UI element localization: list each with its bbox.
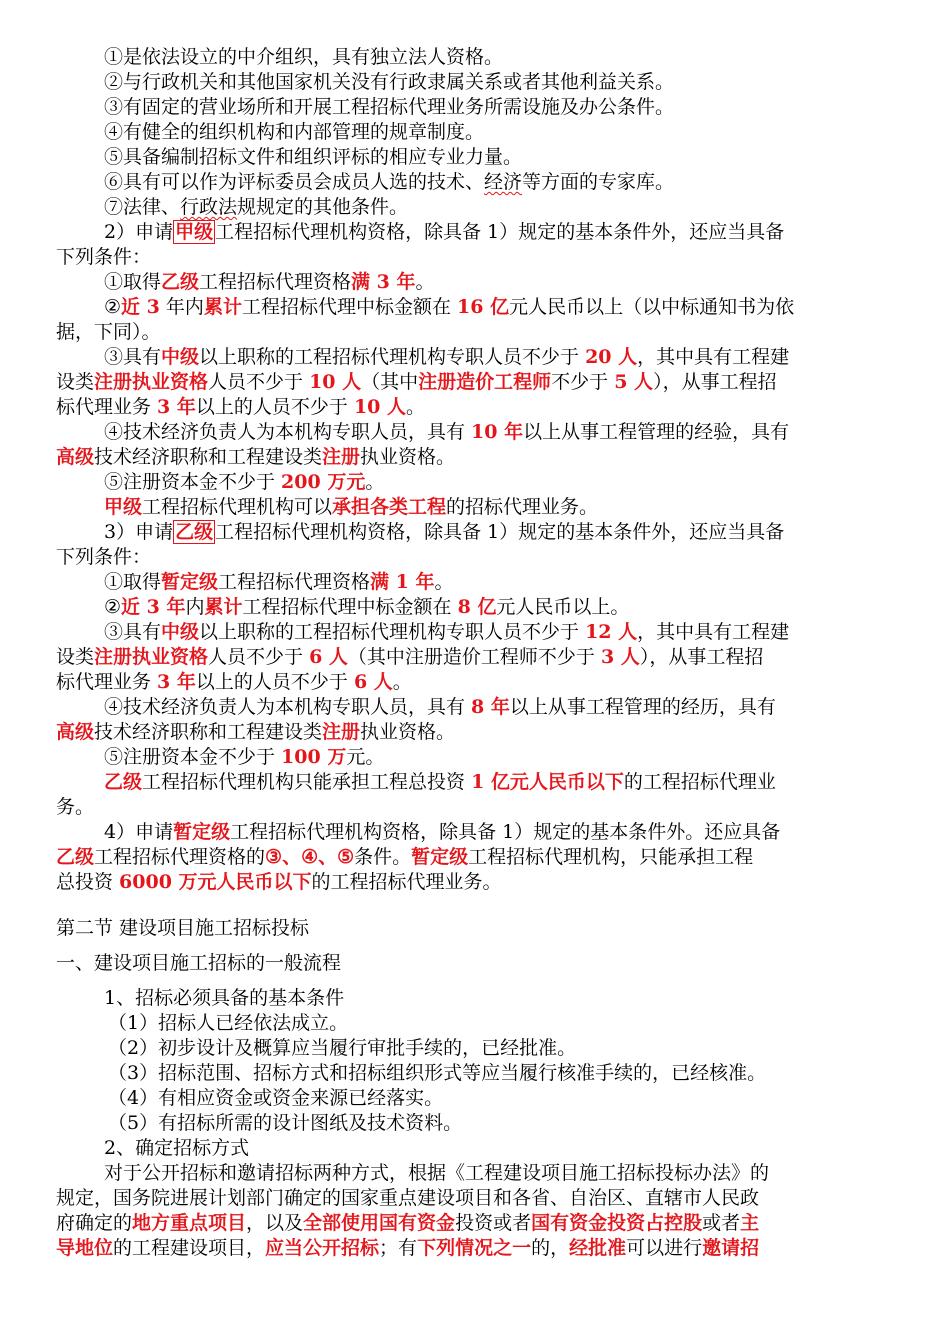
text-segment: 年内 — [159, 296, 204, 318]
text-segment: 以上从事工程管理的经验，具有 — [523, 421, 790, 443]
text-segment: 2、确定招标方式 — [104, 1137, 250, 1159]
highlight-text: 注册执业资格 — [94, 646, 209, 668]
highlight-text: 中级 — [161, 346, 200, 368]
text-segment: 工程招标代理资格 — [218, 571, 371, 593]
text-segment: 规定，国务院进展计划部门确定的国家重点建设项目和各省、自治区、直辖市人民政 — [56, 1187, 760, 1209]
highlight-text: 承担各类工程 — [332, 496, 447, 518]
highlight-text: 8 年 — [471, 696, 510, 718]
highlight-text: 应当公开招标 — [265, 1237, 380, 1259]
text-segment: ② — [104, 296, 122, 318]
highlight-text: 注册执业资格 — [94, 371, 209, 393]
text-segment: 工程招标代理中标金额在 — [241, 296, 457, 318]
text-line — [104, 45, 944, 70]
highlight-text: 10 人 — [353, 396, 406, 418]
text-segment: 工程招标代理中标金额在 — [242, 596, 458, 618]
highlight-text: 全部使用国有资金 — [303, 1212, 456, 1234]
text-segment: ④技术经济负责人为本机构专职人员，具有 — [104, 696, 472, 718]
text-segment: 据，下同）。 — [56, 321, 161, 343]
text-segment: ），从事工程招 — [653, 371, 777, 393]
text-line — [56, 545, 896, 570]
text-segment: ；有 — [379, 1237, 418, 1259]
text-segment: 务。 — [56, 796, 95, 818]
text-line — [104, 420, 944, 445]
text-line — [108, 1111, 948, 1136]
highlight-text: 地方重点项目 — [132, 1212, 247, 1234]
text-segment: 设类 — [56, 646, 95, 668]
highlight-text: 5 人 — [614, 371, 654, 393]
text-line — [56, 320, 896, 345]
highlight-text: 主 — [740, 1212, 760, 1234]
highlight-text: 甲级 — [104, 496, 143, 518]
text-line — [108, 1036, 948, 1061]
text-line — [104, 470, 944, 495]
text-segment: 执业资格。 — [360, 721, 456, 743]
highlight-text: 12 人 — [585, 621, 638, 643]
highlight-text: 6 人 — [353, 671, 393, 693]
text-line — [104, 570, 944, 595]
text-segment: （其中 — [361, 371, 419, 393]
text-segment: ④技术经济负责人为本机构专职人员，具有 — [104, 421, 472, 443]
text-segment: 工程招标代理机构资格，除具备 1）规定的基本条件外。还应具备 — [230, 821, 781, 843]
text-segment: （1）招标人已经依法成立。 — [108, 1012, 349, 1034]
text-segment: 标代理业务 — [56, 396, 158, 418]
text-segment: 总投资 — [56, 871, 120, 893]
text-line — [56, 916, 896, 941]
text-line — [56, 1211, 896, 1236]
text-line — [104, 120, 944, 145]
text-segment: 内 — [185, 596, 205, 618]
text-line — [104, 1136, 944, 1161]
text-segment: ② — [104, 596, 122, 618]
highlight-text: 20 人 — [585, 346, 638, 368]
text-segment: ①取得 — [104, 571, 162, 593]
text-segment: 4）申请 — [104, 821, 174, 843]
highlight-text: 近 3 — [121, 296, 160, 318]
text-line — [104, 820, 944, 845]
text-segment: （4）有相应资金或资金来源已经落实。 — [108, 1087, 444, 1109]
text-line — [104, 520, 944, 545]
text-segment: 的工程招标代理业 — [623, 771, 776, 793]
text-segment: 投资或者 — [455, 1212, 532, 1234]
text-segment: ①取得 — [104, 271, 162, 293]
highlight-text: 注册 — [322, 446, 361, 468]
text-segment: 人员不少于 — [208, 371, 310, 393]
text-line — [108, 1061, 948, 1086]
highlight-text: 下列情况之一 — [417, 1237, 532, 1259]
text-segment: 以上职称的工程招标代理机构专职人员不少于 — [199, 621, 586, 643]
highlight-text: 近 3 年 — [121, 596, 186, 618]
text-line — [104, 145, 944, 170]
text-segment: 人员不少于 — [208, 646, 310, 668]
text-line — [104, 170, 944, 195]
text-line — [104, 770, 944, 795]
highlight-text: 暂定级 — [173, 821, 231, 843]
text-segment: ②与行政机关和其他国家机关没有行政隶属关系或者其他利益关系。 — [104, 71, 675, 93]
text-line — [108, 1086, 948, 1111]
text-line — [104, 95, 944, 120]
text-line — [104, 745, 944, 770]
text-segment: ⑦法律、 — [104, 196, 181, 218]
highlight-text: 暂定级 — [161, 571, 219, 593]
text-line — [56, 245, 896, 270]
text-segment: 条件。 — [354, 846, 412, 868]
text-segment: 对于公开招标和邀请招标两种方式，根据《工程建设项目施工招标投标办法》的 — [104, 1162, 770, 1184]
text-segment: （其中注册造价工程师不少于 — [347, 646, 601, 668]
text-line — [56, 645, 896, 670]
text-line — [56, 445, 896, 470]
text-segment: （5）有招标所需的设计图纸及技术资料。 — [108, 1112, 463, 1134]
text-line — [104, 345, 944, 370]
text-segment: 或者 — [702, 1212, 741, 1234]
text-segment: ⑤具备编制招标文件和组织评标的相应专业力量。 — [104, 146, 523, 168]
text-segment: （2）初步设计及概算应当履行审批手续的，已经批准。 — [108, 1037, 577, 1059]
text-segment: 的招标代理业务。 — [446, 496, 599, 518]
text-line — [104, 270, 944, 295]
text-segment: 以上的人员不少于 — [195, 671, 354, 693]
highlight-text: 3 人 — [600, 646, 640, 668]
text-segment: 。 — [434, 571, 454, 593]
text-segment: 工程招标代理机构资格，除具备 1）规定的基本条件外，还应当具备 — [215, 221, 785, 243]
text-segment: 工程招标代理机构，只能承担工程 — [468, 846, 754, 868]
highlight-text: 经批准 — [569, 1237, 627, 1259]
text-segment: 。 — [392, 671, 412, 693]
text-segment: ⑤注册资本金不少于 — [104, 746, 282, 768]
text-line — [56, 870, 896, 895]
highlight-text: 3 年 — [157, 671, 196, 693]
text-segment: 工程招标代理机构资格，除具备 1）规定的基本条件外，还应当具备 — [215, 521, 785, 543]
text-segment: 技术经济职称和工程建设类 — [94, 446, 323, 468]
text-line — [56, 845, 896, 870]
text-segment: 。 — [415, 271, 435, 293]
text-segment: （3）招标范围、招标方式和招标组织形式等应当履行核准手续的，已经核准。 — [108, 1062, 767, 1084]
text-line — [104, 195, 944, 220]
text-segment: 不少于 — [551, 371, 615, 393]
text-line — [56, 670, 896, 695]
text-segment: 府确定的 — [56, 1212, 133, 1234]
highlight-text: 100 万 — [281, 746, 347, 768]
highlight-text: 注册造价工程师 — [418, 371, 552, 393]
text-line — [104, 495, 944, 520]
text-line — [108, 1011, 948, 1036]
text-segment: ④有健全的组织机构和内部管理的规章制度。 — [104, 121, 485, 143]
highlight-text: 邀请招 — [702, 1237, 760, 1259]
text-segment: 工程招标代理资格的 — [94, 846, 266, 868]
highlight-text: 导地位 — [56, 1237, 114, 1259]
text-segment: 标代理业务 — [56, 671, 158, 693]
text-segment: 等方面的专家库。 — [522, 171, 675, 193]
highlight-text: 累计 — [203, 296, 242, 318]
text-segment: 以上的人员不少于 — [195, 396, 354, 418]
text-segment: 技术经济职称和工程建设类 — [94, 721, 323, 743]
text-line — [104, 220, 944, 245]
text-segment: ，其中具有工程建 — [637, 346, 790, 368]
highlight-text: 乙级 — [175, 521, 214, 543]
text-segment: ，以及 — [246, 1212, 304, 1234]
text-segment: 的工程招标代理业务。 — [311, 871, 502, 893]
text-segment: ①是依法设立的中介组织，具有独立法人资格。 — [104, 46, 504, 68]
highlight-text: 10 年 — [471, 421, 524, 443]
highlight-text: ③、④、⑤ — [265, 846, 355, 868]
text-segment: 工程招标代理机构只能承担工程总投资 — [142, 771, 472, 793]
text-segment: 1、招标必须具备的基本条件 — [104, 987, 345, 1009]
highlight-text: 乙级 — [104, 771, 143, 793]
text-line — [104, 1161, 944, 1186]
text-line — [56, 1186, 896, 1211]
highlight-text: 高级 — [56, 721, 95, 743]
text-segment: ③有固定的营业场所和开展工程招标代理业务所需设施及办公条件。 — [104, 96, 675, 118]
text-line — [56, 951, 896, 976]
text-segment: 的， — [531, 1237, 570, 1259]
text-line — [56, 395, 896, 420]
text-line — [56, 370, 896, 395]
highlight-text: 满 1 年 — [370, 571, 435, 593]
text-line — [104, 986, 944, 1011]
text-line — [56, 1236, 896, 1261]
highlight-text: 8 亿 — [457, 596, 497, 618]
text-line — [104, 295, 944, 320]
text-segment: 工程招标代理资格 — [199, 271, 352, 293]
text-segment: ③具有 — [104, 621, 162, 643]
text-segment: ⑤注册资本金不少于 — [104, 471, 282, 493]
text-segment: 可以进行 — [626, 1237, 703, 1259]
text-segment: 2）申请 — [104, 221, 174, 243]
highlight-text: 1 亿元人民币以下 — [471, 771, 624, 793]
marked-text: 经济 — [484, 171, 523, 193]
text-segment: 一、建设项目施工招标的一般流程 — [56, 952, 342, 974]
text-segment: 下列条件： — [56, 546, 152, 568]
highlight-text: 乙级 — [161, 271, 200, 293]
text-segment: ），从事工程招 — [639, 646, 764, 668]
text-segment: 以上从事工程管理的经历，具有 — [509, 696, 776, 718]
text-segment: ⑥具有可以作为评标委员会成员人选的技术、 — [104, 171, 485, 193]
highlight-text: 乙级 — [56, 846, 95, 868]
highlight-text: 3 年 — [157, 396, 196, 418]
text-line — [56, 720, 896, 745]
text-segment: 3）申请 — [104, 521, 174, 543]
text-segment: 元人民币以上（以中标通知书为依 — [509, 296, 795, 318]
highlight-text: 高级 — [56, 446, 95, 468]
text-segment: 下列条件： — [56, 246, 152, 268]
highlight-text: 16 亿 — [457, 296, 510, 318]
text-segment: 第二节 建设项目施工招标投标 — [56, 917, 310, 939]
text-segment: 。 — [365, 471, 385, 493]
highlight-text: 暂定级 — [411, 846, 469, 868]
text-segment: 的工程建设项目， — [113, 1237, 266, 1259]
text-segment: ③具有 — [104, 346, 162, 368]
text-line — [104, 695, 944, 720]
highlight-text: 满 3 年 — [351, 271, 416, 293]
highlight-text: 200 万元 — [281, 471, 366, 493]
text-segment: 以上职称的工程招标代理机构专职人员不少于 — [199, 346, 586, 368]
highlight-text: 中级 — [161, 621, 200, 643]
text-line — [104, 70, 944, 95]
text-segment: 规规定的其他条件。 — [237, 196, 409, 218]
highlight-text: 累计 — [204, 596, 243, 618]
highlight-text: 6000 万元人民币以下 — [119, 871, 312, 893]
highlight-text: 国有资金投资占控股 — [531, 1212, 703, 1234]
text-segment: 元。 — [346, 746, 385, 768]
text-line — [104, 620, 944, 645]
text-segment: 设类 — [56, 371, 95, 393]
text-segment: 执业资格。 — [360, 446, 456, 468]
text-line — [56, 795, 896, 820]
highlight-text: 注册 — [322, 721, 361, 743]
marked-text: 行政法 — [180, 196, 238, 218]
highlight-text: 10 人 — [309, 371, 362, 393]
text-segment: 。 — [406, 396, 426, 418]
highlight-text: 6 人 — [309, 646, 348, 668]
text-segment: 元人民币以上。 — [496, 596, 630, 618]
highlight-text: 甲级 — [175, 221, 214, 243]
text-segment: 工程招标代理机构可以 — [142, 496, 333, 518]
text-segment: ，其中具有工程建 — [637, 621, 790, 643]
text-line — [104, 595, 944, 620]
